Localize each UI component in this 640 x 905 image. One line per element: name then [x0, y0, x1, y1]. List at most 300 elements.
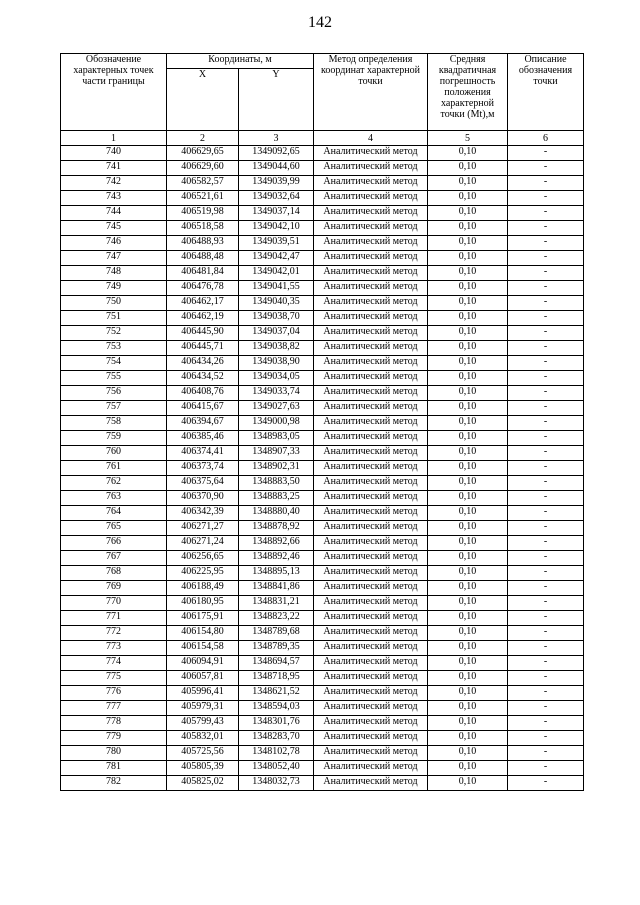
table-row — [61, 356, 584, 371]
error-cell: 0,10 — [428, 476, 508, 491]
x-coordinate: 406415,67 — [167, 401, 239, 416]
x-coordinate: 406256,65 — [167, 551, 239, 566]
point-designation: 744 — [61, 206, 167, 221]
y-coordinate: 1349039,99 — [239, 176, 314, 191]
y-coordinate: 1349039,51 — [239, 236, 314, 251]
x-coordinate: 406271,24 — [167, 536, 239, 551]
description-cell: - — [508, 521, 584, 536]
point-designation: 756 — [61, 386, 167, 401]
table-row — [61, 536, 584, 551]
point-designation: 768 — [61, 566, 167, 581]
method-cell: Аналитический метод — [314, 776, 428, 791]
y-coordinate: 1348594,03 — [239, 701, 314, 716]
description-cell: - — [508, 596, 584, 611]
table-row — [61, 701, 584, 716]
error-cell: 0,10 — [428, 656, 508, 671]
method-cell: Аналитический метод — [314, 356, 428, 371]
method-cell: Аналитический метод — [314, 566, 428, 581]
point-designation: 760 — [61, 446, 167, 461]
point-designation: 763 — [61, 491, 167, 506]
table-row — [61, 161, 584, 176]
x-coordinate: 406462,19 — [167, 311, 239, 326]
method-cell: Аналитический метод — [314, 716, 428, 731]
method-cell: Аналитический метод — [314, 761, 428, 776]
method-cell: Аналитический метод — [314, 536, 428, 551]
error-cell: 0,10 — [428, 521, 508, 536]
method-cell: Аналитический метод — [314, 281, 428, 296]
table-row — [61, 416, 584, 431]
y-coordinate: 1348880,40 — [239, 506, 314, 521]
description-cell: - — [508, 191, 584, 206]
point-designation: 740 — [61, 146, 167, 161]
header-coordinates: Координаты, м — [167, 54, 314, 69]
error-cell: 0,10 — [428, 686, 508, 701]
table-row — [61, 746, 584, 761]
table-row — [61, 146, 584, 161]
point-designation: 750 — [61, 296, 167, 311]
method-cell: Аналитический метод — [314, 626, 428, 641]
point-designation: 764 — [61, 506, 167, 521]
y-coordinate: 1348052,40 — [239, 761, 314, 776]
x-coordinate: 406462,17 — [167, 296, 239, 311]
table-row — [61, 431, 584, 446]
error-cell: 0,10 — [428, 191, 508, 206]
method-cell: Аналитический метод — [314, 401, 428, 416]
description-cell: - — [508, 536, 584, 551]
column-number: 6 — [508, 131, 584, 146]
point-designation: 745 — [61, 221, 167, 236]
x-coordinate: 406434,26 — [167, 356, 239, 371]
point-designation: 775 — [61, 671, 167, 686]
error-cell: 0,10 — [428, 746, 508, 761]
method-cell: Аналитический метод — [314, 731, 428, 746]
point-designation: 782 — [61, 776, 167, 791]
table-row — [61, 731, 584, 746]
y-coordinate: 1349033,74 — [239, 386, 314, 401]
x-coordinate: 405832,01 — [167, 731, 239, 746]
y-coordinate: 1349041,55 — [239, 281, 314, 296]
x-coordinate: 406519,98 — [167, 206, 239, 221]
error-cell: 0,10 — [428, 311, 508, 326]
table-row — [61, 641, 584, 656]
point-designation: 758 — [61, 416, 167, 431]
description-cell: - — [508, 551, 584, 566]
y-coordinate: 1348789,68 — [239, 626, 314, 641]
point-designation: 780 — [61, 746, 167, 761]
table-row — [61, 296, 584, 311]
x-coordinate: 406154,80 — [167, 626, 239, 641]
point-designation: 781 — [61, 761, 167, 776]
point-designation: 748 — [61, 266, 167, 281]
error-cell: 0,10 — [428, 326, 508, 341]
table-row — [61, 176, 584, 191]
error-cell: 0,10 — [428, 251, 508, 266]
error-cell: 0,10 — [428, 566, 508, 581]
error-cell: 0,10 — [428, 371, 508, 386]
point-designation: 767 — [61, 551, 167, 566]
x-coordinate: 405725,56 — [167, 746, 239, 761]
y-coordinate: 1348789,35 — [239, 641, 314, 656]
x-coordinate: 406175,91 — [167, 611, 239, 626]
table-row — [61, 521, 584, 536]
description-cell: - — [508, 506, 584, 521]
table-row — [61, 686, 584, 701]
table-row — [61, 401, 584, 416]
y-coordinate: 1348895,13 — [239, 566, 314, 581]
x-coordinate: 406481,84 — [167, 266, 239, 281]
header-error: Средняя квадратичная погрешность положения характерной точки (Mt),м — [428, 54, 508, 131]
error-cell: 0,10 — [428, 146, 508, 161]
x-coordinate: 405825,02 — [167, 776, 239, 791]
point-designation: 778 — [61, 716, 167, 731]
method-cell: Аналитический метод — [314, 311, 428, 326]
description-cell: - — [508, 341, 584, 356]
boundary-points-table — [60, 53, 584, 791]
method-cell: Аналитический метод — [314, 701, 428, 716]
y-coordinate: 1349044,60 — [239, 161, 314, 176]
table-row — [61, 281, 584, 296]
x-coordinate: 406271,27 — [167, 521, 239, 536]
y-coordinate: 1349092,65 — [239, 146, 314, 161]
description-cell: - — [508, 611, 584, 626]
x-coordinate: 406582,57 — [167, 176, 239, 191]
point-designation: 741 — [61, 161, 167, 176]
description-cell: - — [508, 761, 584, 776]
x-coordinate: 406521,61 — [167, 191, 239, 206]
x-coordinate: 406180,95 — [167, 596, 239, 611]
description-cell: - — [508, 356, 584, 371]
error-cell: 0,10 — [428, 716, 508, 731]
page-number: 142 — [308, 14, 332, 31]
method-cell: Аналитический метод — [314, 236, 428, 251]
method-cell: Аналитический метод — [314, 506, 428, 521]
description-cell: - — [508, 491, 584, 506]
method-cell: Аналитический метод — [314, 581, 428, 596]
y-coordinate: 1348823,22 — [239, 611, 314, 626]
description-cell: - — [508, 686, 584, 701]
column-number: 4 — [314, 131, 428, 146]
method-cell: Аналитический метод — [314, 686, 428, 701]
description-cell: - — [508, 251, 584, 266]
error-cell: 0,10 — [428, 491, 508, 506]
error-cell: 0,10 — [428, 386, 508, 401]
table-row — [61, 266, 584, 281]
table-row — [61, 776, 584, 791]
method-cell: Аналитический метод — [314, 671, 428, 686]
error-cell: 0,10 — [428, 296, 508, 311]
table-row — [61, 371, 584, 386]
x-coordinate: 406342,39 — [167, 506, 239, 521]
y-coordinate: 1348878,92 — [239, 521, 314, 536]
x-coordinate: 406476,78 — [167, 281, 239, 296]
y-coordinate: 1349037,14 — [239, 206, 314, 221]
y-coordinate: 1348902,31 — [239, 461, 314, 476]
x-coordinate: 405799,43 — [167, 716, 239, 731]
x-coordinate: 406370,90 — [167, 491, 239, 506]
description-cell: - — [508, 701, 584, 716]
y-coordinate: 1348283,70 — [239, 731, 314, 746]
y-coordinate: 1348301,76 — [239, 716, 314, 731]
point-designation: 769 — [61, 581, 167, 596]
error-cell: 0,10 — [428, 536, 508, 551]
error-cell: 0,10 — [428, 581, 508, 596]
table-row — [61, 446, 584, 461]
y-coordinate: 1348892,46 — [239, 551, 314, 566]
y-coordinate: 1349038,82 — [239, 341, 314, 356]
method-cell: Аналитический метод — [314, 146, 428, 161]
description-cell: - — [508, 281, 584, 296]
method-cell: Аналитический метод — [314, 221, 428, 236]
error-cell: 0,10 — [428, 641, 508, 656]
point-designation: 776 — [61, 686, 167, 701]
y-coordinate: 1349000,98 — [239, 416, 314, 431]
table-row — [61, 221, 584, 236]
point-designation: 771 — [61, 611, 167, 626]
method-cell: Аналитический метод — [314, 341, 428, 356]
description-cell: - — [508, 566, 584, 581]
method-cell: Аналитический метод — [314, 296, 428, 311]
method-cell: Аналитический метод — [314, 656, 428, 671]
x-coordinate: 405805,39 — [167, 761, 239, 776]
column-number: 5 — [428, 131, 508, 146]
method-cell: Аналитический метод — [314, 371, 428, 386]
y-coordinate: 1349027,63 — [239, 401, 314, 416]
x-coordinate: 406225,95 — [167, 566, 239, 581]
x-coordinate: 406488,48 — [167, 251, 239, 266]
description-cell: - — [508, 206, 584, 221]
point-designation: 766 — [61, 536, 167, 551]
description-cell: - — [508, 221, 584, 236]
y-coordinate: 1349042,01 — [239, 266, 314, 281]
error-cell: 0,10 — [428, 431, 508, 446]
x-coordinate: 406629,65 — [167, 146, 239, 161]
header-y: Y — [239, 69, 314, 131]
error-cell: 0,10 — [428, 731, 508, 746]
table-row — [61, 236, 584, 251]
x-coordinate: 406408,76 — [167, 386, 239, 401]
point-designation: 753 — [61, 341, 167, 356]
point-designation: 742 — [61, 176, 167, 191]
x-coordinate: 406375,64 — [167, 476, 239, 491]
method-cell: Аналитический метод — [314, 596, 428, 611]
x-coordinate: 405996,41 — [167, 686, 239, 701]
method-cell: Аналитический метод — [314, 491, 428, 506]
table-row — [61, 191, 584, 206]
header-description: Описание обозначения точки — [508, 54, 584, 131]
point-designation: 765 — [61, 521, 167, 536]
table-row — [61, 551, 584, 566]
description-cell: - — [508, 641, 584, 656]
method-cell: Аналитический метод — [314, 176, 428, 191]
point-designation: 757 — [61, 401, 167, 416]
error-cell: 0,10 — [428, 776, 508, 791]
error-cell: 0,10 — [428, 671, 508, 686]
description-cell: - — [508, 716, 584, 731]
x-coordinate: 406445,90 — [167, 326, 239, 341]
error-cell: 0,10 — [428, 341, 508, 356]
error-cell: 0,10 — [428, 266, 508, 281]
error-cell: 0,10 — [428, 701, 508, 716]
column-number-row — [61, 131, 584, 146]
method-cell: Аналитический метод — [314, 386, 428, 401]
y-coordinate: 1349038,90 — [239, 356, 314, 371]
column-number: 2 — [167, 131, 239, 146]
point-designation: 773 — [61, 641, 167, 656]
y-coordinate: 1348831,21 — [239, 596, 314, 611]
table-row — [61, 716, 584, 731]
y-coordinate: 1348841,86 — [239, 581, 314, 596]
y-coordinate: 1348621,52 — [239, 686, 314, 701]
point-designation: 774 — [61, 656, 167, 671]
table-row — [61, 206, 584, 221]
error-cell: 0,10 — [428, 206, 508, 221]
point-designation: 779 — [61, 731, 167, 746]
description-cell: - — [508, 776, 584, 791]
table-row — [61, 326, 584, 341]
description-cell: - — [508, 146, 584, 161]
error-cell: 0,10 — [428, 461, 508, 476]
error-cell: 0,10 — [428, 281, 508, 296]
point-designation: 743 — [61, 191, 167, 206]
point-designation: 777 — [61, 701, 167, 716]
header-method: Метод определения координат характерной точки — [314, 54, 428, 131]
description-cell: - — [508, 746, 584, 761]
table-row — [61, 386, 584, 401]
description-cell: - — [508, 656, 584, 671]
method-cell: Аналитический метод — [314, 161, 428, 176]
error-cell: 0,10 — [428, 356, 508, 371]
description-cell: - — [508, 236, 584, 251]
x-coordinate: 406629,60 — [167, 161, 239, 176]
method-cell: Аналитический метод — [314, 611, 428, 626]
table-body — [61, 146, 584, 791]
table-row — [61, 761, 584, 776]
method-cell: Аналитический метод — [314, 266, 428, 281]
description-cell: - — [508, 626, 584, 641]
error-cell: 0,10 — [428, 401, 508, 416]
point-designation: 752 — [61, 326, 167, 341]
x-coordinate: 406518,58 — [167, 221, 239, 236]
y-coordinate: 1349040,35 — [239, 296, 314, 311]
y-coordinate: 1348983,05 — [239, 431, 314, 446]
x-coordinate: 406394,67 — [167, 416, 239, 431]
error-cell: 0,10 — [428, 176, 508, 191]
x-coordinate: 406057,81 — [167, 671, 239, 686]
x-coordinate: 406434,52 — [167, 371, 239, 386]
error-cell: 0,10 — [428, 161, 508, 176]
table-row — [61, 251, 584, 266]
description-cell: - — [508, 371, 584, 386]
description-cell: - — [508, 161, 584, 176]
method-cell: Аналитический метод — [314, 551, 428, 566]
point-designation: 755 — [61, 371, 167, 386]
x-coordinate: 406488,93 — [167, 236, 239, 251]
point-designation: 761 — [61, 461, 167, 476]
y-coordinate: 1348907,33 — [239, 446, 314, 461]
method-cell: Аналитический метод — [314, 521, 428, 536]
table-row — [61, 671, 584, 686]
y-coordinate: 1349037,04 — [239, 326, 314, 341]
y-coordinate: 1348883,50 — [239, 476, 314, 491]
point-designation: 746 — [61, 236, 167, 251]
point-designation: 759 — [61, 431, 167, 446]
y-coordinate: 1349042,10 — [239, 221, 314, 236]
y-coordinate: 1349038,70 — [239, 311, 314, 326]
error-cell: 0,10 — [428, 551, 508, 566]
table-row — [61, 611, 584, 626]
table-header — [61, 54, 584, 146]
description-cell: - — [508, 386, 584, 401]
description-cell: - — [508, 311, 584, 326]
description-cell: - — [508, 671, 584, 686]
y-coordinate: 1348883,25 — [239, 491, 314, 506]
description-cell: - — [508, 581, 584, 596]
error-cell: 0,10 — [428, 506, 508, 521]
description-cell: - — [508, 401, 584, 416]
y-coordinate: 1349034,05 — [239, 371, 314, 386]
header-x: X — [167, 69, 239, 131]
point-designation: 762 — [61, 476, 167, 491]
point-designation: 749 — [61, 281, 167, 296]
method-cell: Аналитический метод — [314, 461, 428, 476]
table-row — [61, 491, 584, 506]
point-designation: 754 — [61, 356, 167, 371]
error-cell: 0,10 — [428, 446, 508, 461]
error-cell: 0,10 — [428, 416, 508, 431]
description-cell: - — [508, 461, 584, 476]
error-cell: 0,10 — [428, 626, 508, 641]
y-coordinate: 1348032,73 — [239, 776, 314, 791]
error-cell: 0,10 — [428, 761, 508, 776]
method-cell: Аналитический метод — [314, 476, 428, 491]
description-cell: - — [508, 296, 584, 311]
description-cell: - — [508, 416, 584, 431]
x-coordinate: 405979,31 — [167, 701, 239, 716]
table-row — [61, 341, 584, 356]
method-cell: Аналитический метод — [314, 431, 428, 446]
description-cell: - — [508, 176, 584, 191]
description-cell: - — [508, 266, 584, 281]
y-coordinate: 1349042,47 — [239, 251, 314, 266]
method-cell: Аналитический метод — [314, 416, 428, 431]
y-coordinate: 1348694,57 — [239, 656, 314, 671]
x-coordinate: 406154,58 — [167, 641, 239, 656]
description-cell: - — [508, 476, 584, 491]
error-cell: 0,10 — [428, 236, 508, 251]
x-coordinate: 406374,41 — [167, 446, 239, 461]
table-row — [61, 476, 584, 491]
method-cell: Аналитический метод — [314, 641, 428, 656]
error-cell: 0,10 — [428, 596, 508, 611]
header-designation: Обозначение характерных точек части границы — [61, 54, 167, 131]
table-row — [61, 506, 584, 521]
x-coordinate: 406373,74 — [167, 461, 239, 476]
table-row — [61, 311, 584, 326]
x-coordinate: 406385,46 — [167, 431, 239, 446]
column-number: 1 — [61, 131, 167, 146]
point-designation: 772 — [61, 626, 167, 641]
point-designation: 747 — [61, 251, 167, 266]
y-coordinate: 1348892,66 — [239, 536, 314, 551]
method-cell: Аналитический метод — [314, 191, 428, 206]
y-coordinate: 1349032,64 — [239, 191, 314, 206]
method-cell: Аналитический метод — [314, 446, 428, 461]
table-row — [61, 596, 584, 611]
method-cell: Аналитический метод — [314, 251, 428, 266]
description-cell: - — [508, 731, 584, 746]
table-row — [61, 656, 584, 671]
error-cell: 0,10 — [428, 611, 508, 626]
